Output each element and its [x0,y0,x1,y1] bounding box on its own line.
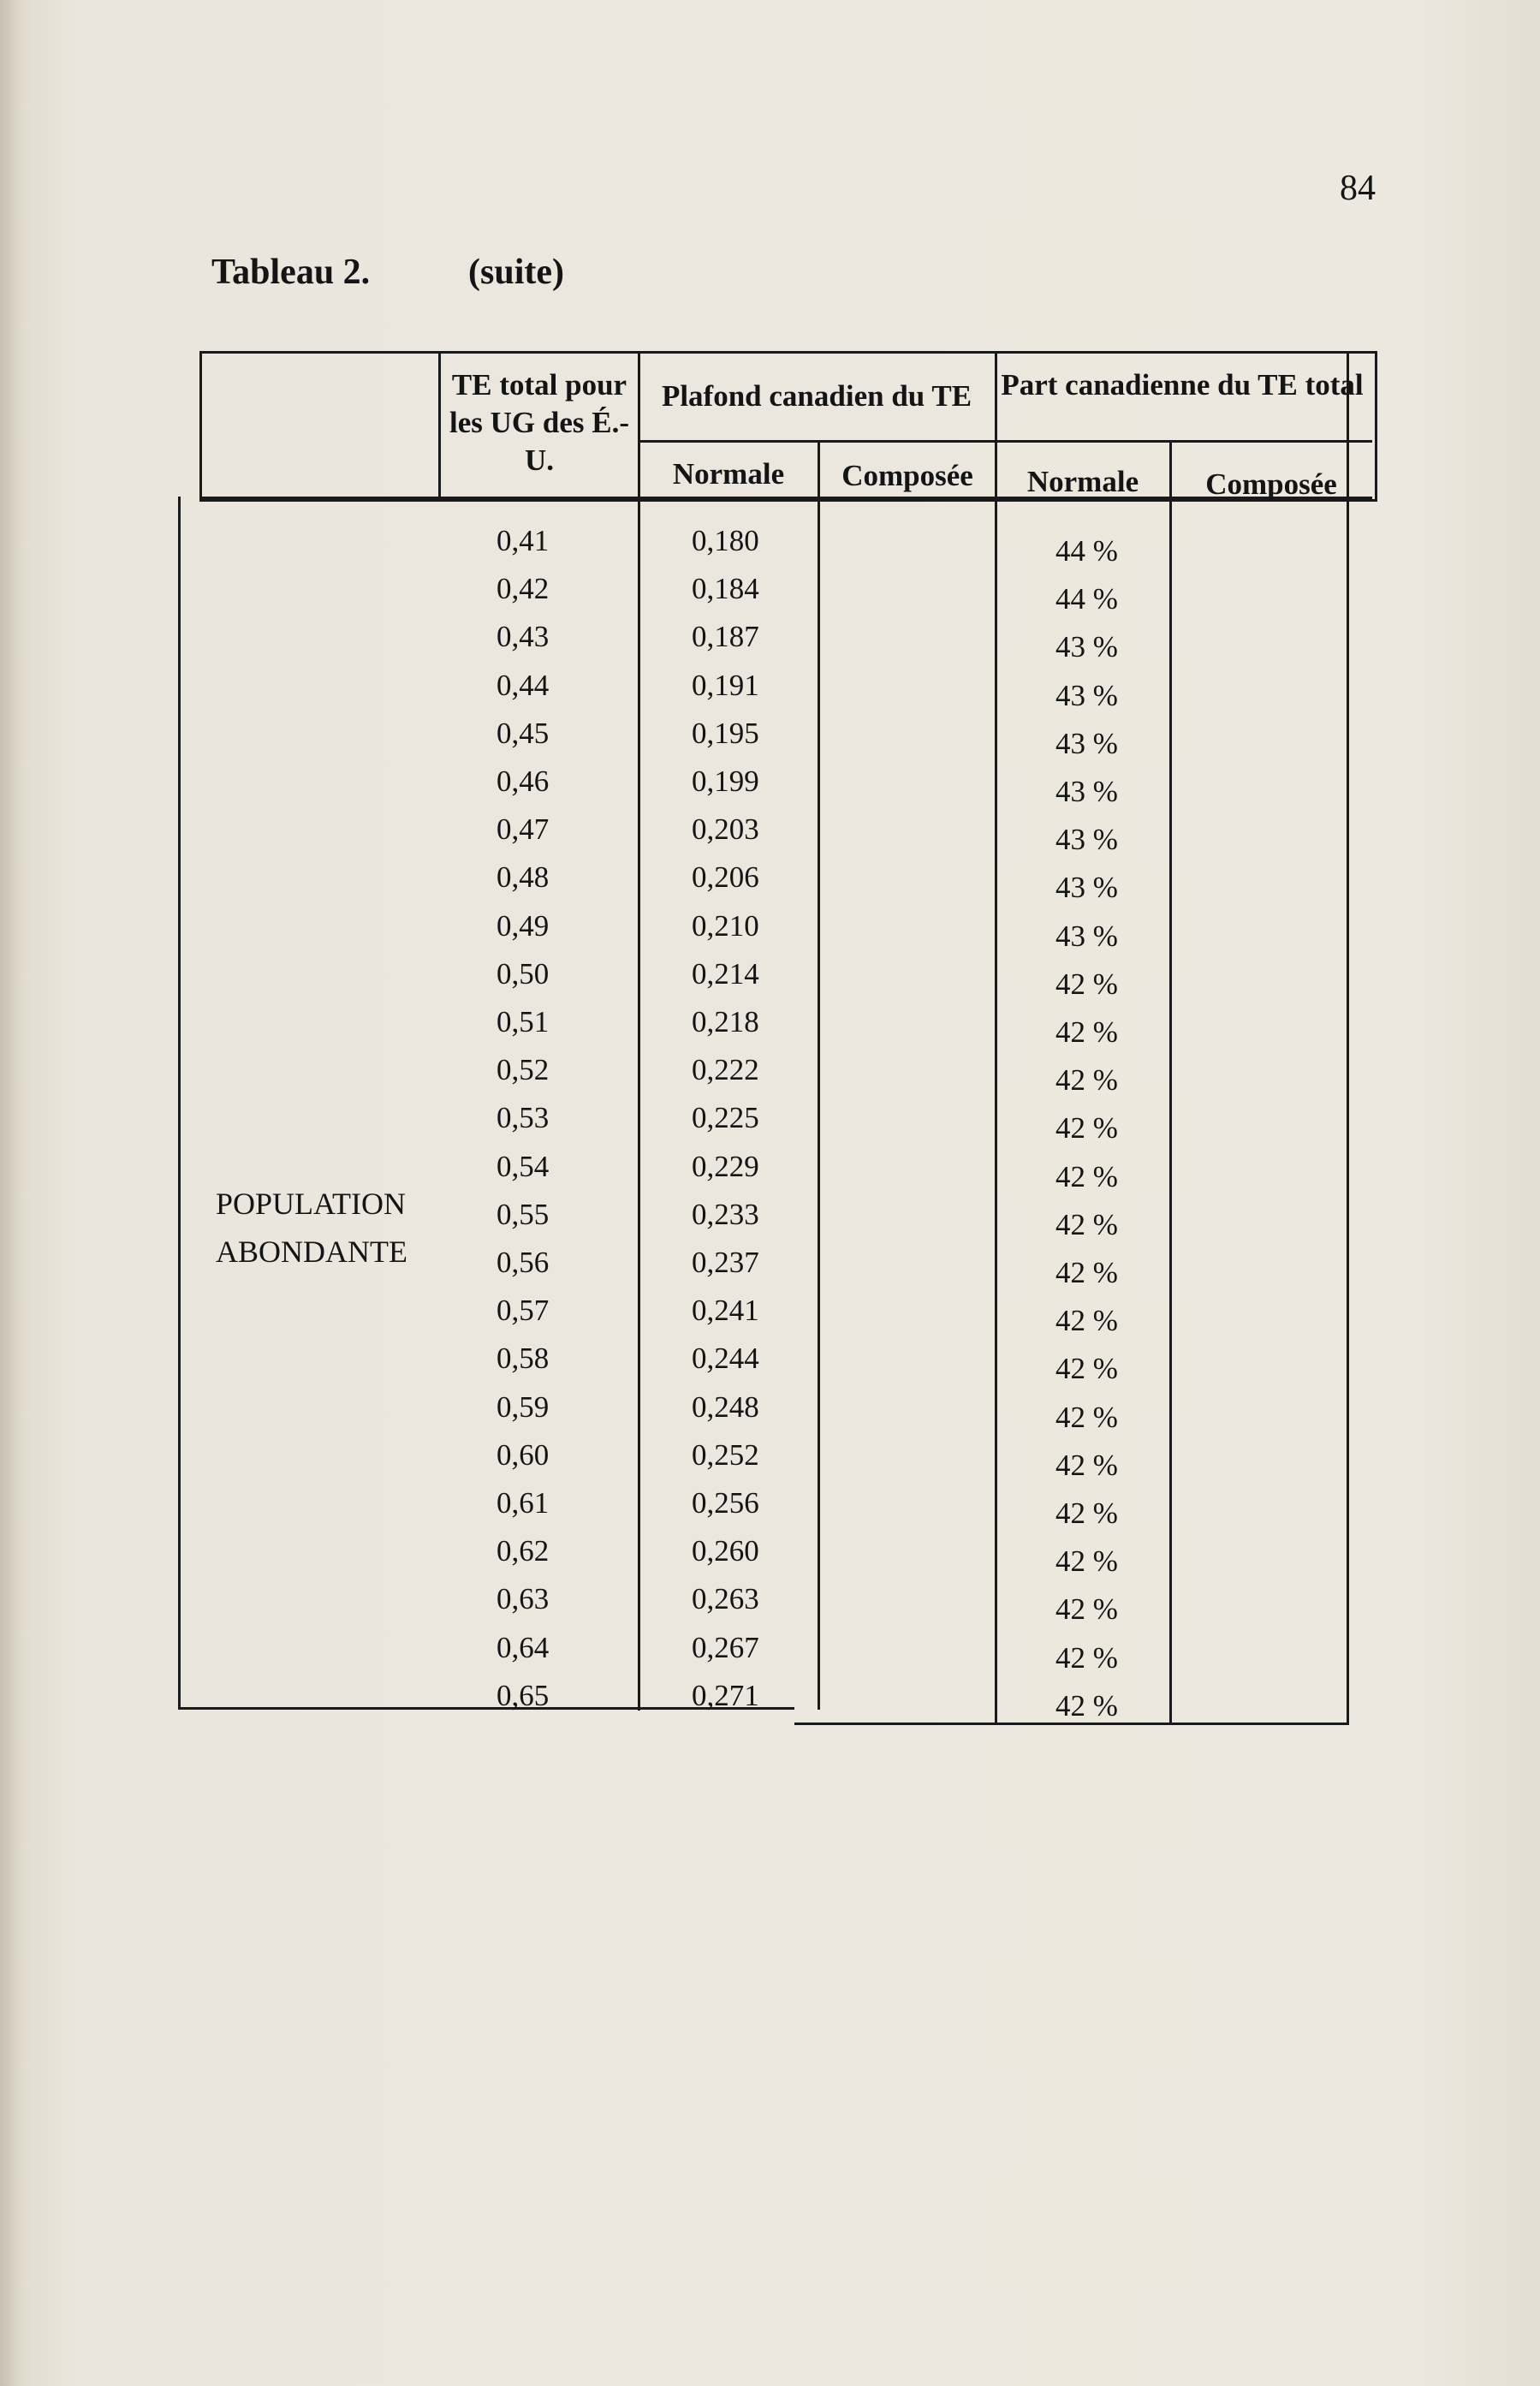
cell-plafond-normale: 0,244 [692,1342,759,1375]
cell-part-normale: 42 % [1055,1592,1118,1626]
cell-part-normale: 42 % [1055,1641,1118,1675]
cell-plafond-normale: 0,229 [692,1150,759,1183]
cell-part-normale: 42 % [1055,1304,1118,1337]
cell-te-total: 0,56 [496,1246,550,1279]
cell-plafond-normale: 0,222 [692,1053,759,1086]
cell-part-normale: 42 % [1055,1015,1118,1049]
cell-plafond-normale: 0,248 [692,1390,759,1424]
cell-plafond-normale: 0,233 [692,1198,759,1231]
cell-te-total: 0,53 [496,1101,550,1134]
cell-part-normale: 43 % [1055,727,1118,760]
row-group-label [216,1180,407,1276]
header-part-normale: Normale [1026,465,1139,498]
cell-plafond-normale: 0,184 [692,572,759,605]
cell-plafond-normale: 0,252 [692,1438,759,1472]
cell-te-total: 0,52 [496,1053,550,1086]
cell-plafond-normale: 0,206 [692,860,759,894]
page-number: 84 [1340,169,1376,208]
cell-part-normale: 42 % [1055,1256,1118,1289]
cell-te-total: 0,63 [496,1582,550,1615]
cell-part-normale: 42 % [1055,1689,1118,1723]
cell-part-normale: 43 % [1055,919,1118,953]
cell-te-total: 0,41 [496,524,550,557]
header-plafond-canadien: Plafond canadien du TE [661,379,972,413]
table-left-border [178,497,181,1710]
table-caption-suite: (suite) [468,253,564,292]
cell-te-total: 0,50 [496,957,550,991]
row-group-label-line1: POPULATION [216,1187,407,1221]
cell-part-normale: 44 % [1055,582,1118,616]
table-caption-label: Tableau 2. [211,253,371,292]
cell-te-total: 0,43 [496,620,550,653]
cell-plafond-normale: 0,237 [692,1246,759,1279]
cell-te-total: 0,57 [496,1294,550,1327]
cell-plafond-normale: 0,260 [692,1534,759,1568]
cell-plafond-normale: 0,225 [692,1101,759,1134]
cell-plafond-normale: 0,191 [692,669,759,702]
cell-part-normale: 43 % [1055,775,1118,808]
column-line-part-normale [1169,440,1172,1725]
cell-part-normale: 42 % [1055,1352,1118,1385]
column-line-part [995,351,997,1725]
cell-te-total: 0,46 [496,765,550,798]
cell-part-normale: 42 % [1055,1160,1118,1193]
cell-plafond-normale: 0,263 [692,1582,759,1615]
cell-te-total: 0,49 [496,909,550,943]
header-subdivider-line [638,440,1372,443]
header-plafond-composee: Composée [841,459,973,492]
cell-part-normale: 42 % [1055,1208,1118,1241]
cell-plafond-normale: 0,195 [692,717,759,750]
cell-part-normale: 42 % [1055,1401,1118,1434]
cell-plafond-normale: 0,218 [692,1005,759,1038]
cell-part-normale: 43 % [1055,630,1118,663]
cell-part-normale: 44 % [1055,534,1118,568]
header-plafond-normale: Normale [672,457,785,491]
header-te-total: TE total pour les UG des É.-U. [449,368,629,477]
cell-te-total: 0,62 [496,1534,550,1568]
cell-part-normale: 43 % [1055,871,1118,904]
header-part-canadienne: Part canadienne du TE total [1001,368,1364,402]
cell-te-total: 0,64 [496,1631,550,1664]
column-line-te [638,351,640,1711]
cell-part-normale: 42 % [1055,967,1118,1001]
cell-part-normale: 42 % [1055,1063,1118,1097]
cell-te-total: 0,54 [496,1150,550,1183]
cell-te-total: 0,42 [496,572,550,605]
cell-part-normale: 43 % [1055,679,1118,712]
header-part-composee: Composée [1205,467,1337,501]
page-binding-edge [0,0,22,2386]
cell-te-total: 0,60 [496,1438,550,1472]
cell-part-normale: 42 % [1055,1496,1118,1530]
cell-te-total: 0,65 [496,1679,550,1712]
cell-te-total: 0,48 [496,860,550,894]
cell-te-total: 0,44 [496,669,550,702]
row-group-label-line2: ABONDANTE [216,1235,407,1269]
cell-plafond-normale: 0,256 [692,1486,759,1520]
cell-plafond-normale: 0,267 [692,1631,759,1664]
cell-plafond-normale: 0,180 [692,524,759,557]
cell-plafond-normale: 0,271 [692,1679,759,1712]
cell-part-normale: 42 % [1055,1544,1118,1578]
cell-plafond-normale: 0,210 [692,909,759,943]
cell-te-total: 0,59 [496,1390,550,1424]
cell-part-normale: 42 % [1055,1449,1118,1482]
cell-te-total: 0,47 [496,812,550,846]
cell-plafond-normale: 0,203 [692,812,759,846]
cell-plafond-normale: 0,241 [692,1294,759,1327]
column-line-label [438,351,441,497]
cell-te-total: 0,61 [496,1486,550,1520]
cell-plafond-normale: 0,187 [692,620,759,653]
cell-te-total: 0,55 [496,1198,550,1231]
cell-te-total: 0,51 [496,1005,550,1038]
cell-plafond-normale: 0,214 [692,957,759,991]
column-line-plafond [818,440,820,1710]
cell-plafond-normale: 0,199 [692,765,759,798]
cell-te-total: 0,45 [496,717,550,750]
cell-part-normale: 43 % [1055,823,1118,856]
cell-part-normale: 42 % [1055,1111,1118,1145]
table-right-border [1347,351,1349,1725]
table-caption [211,252,564,293]
cell-te-total: 0,58 [496,1342,550,1375]
